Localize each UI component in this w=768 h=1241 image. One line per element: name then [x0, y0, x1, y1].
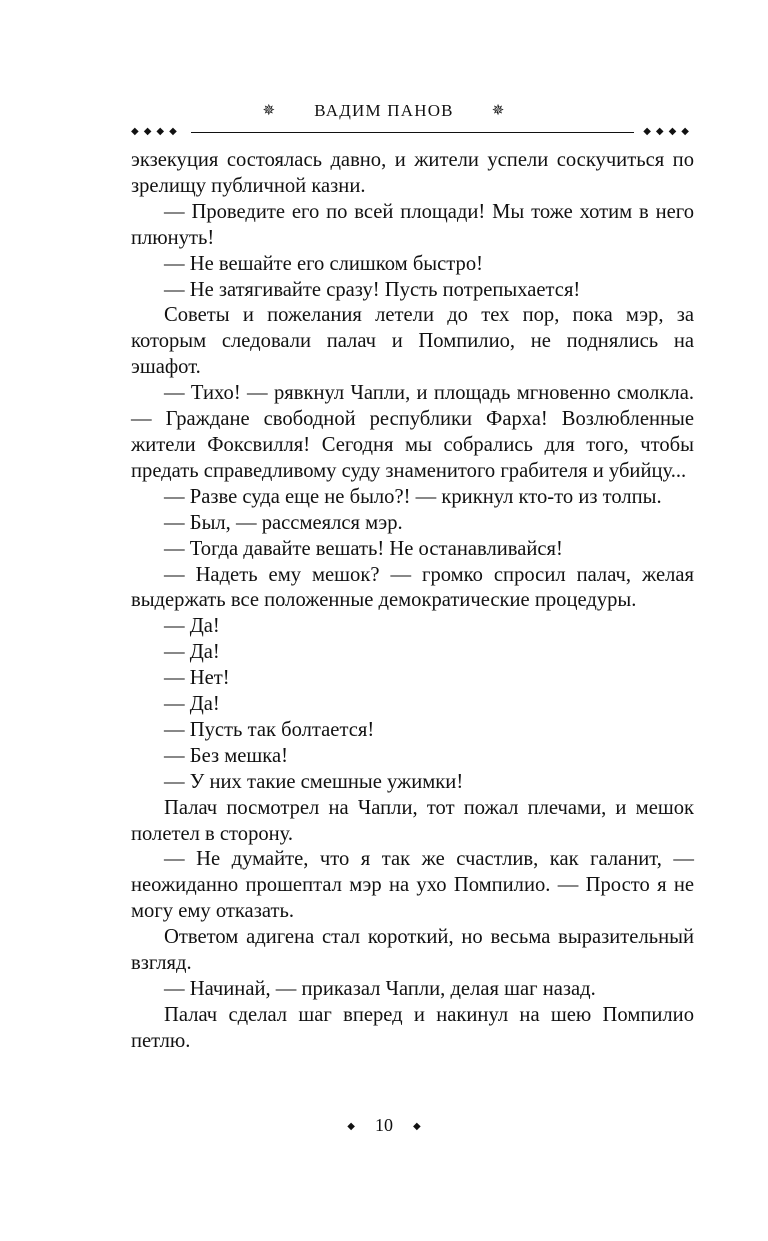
paragraph: — Проведите его по всей площади! Мы тоже хотим в него плюнуть! [131, 200, 694, 249]
paragraph: — Разве суда еще не было?! — крикнул кто-то из толпы. [164, 485, 662, 508]
paragraph: — Был, — рассмеялся мэр. [164, 511, 403, 534]
paragraph: — Тихо! — рявкнул Чапли, и площадь мгновенно смолкла. — Граждане свободной республики Фарха! Возлюбленные жители Фоксвилля! Сегодня мы собрались для того, чтобы предать справедливому суду знаменитого грабителя и убийцу... [131, 382, 694, 482]
paragraph: Палач сделал шаг вперед и накинул на шею Помпилио петлю. [131, 1003, 694, 1052]
paragraph: — Надеть ему мешок? — громко спросил палач, желая выдержать все положенные демократические процедуры. [131, 563, 694, 612]
paragraph: — Да! [164, 615, 220, 638]
paragraph: Палач посмотрел на Чапли, тот пожал плечами, и мешок полетел в сторону. [131, 796, 694, 845]
page-number: 10 [375, 1115, 393, 1135]
diamond-dots-right-icon: ◆◆◆◆ [643, 126, 694, 137]
paragraph: Ответом адигена стал короткий, но весьма выразительный взгляд. [131, 926, 694, 975]
paragraph: — Начинай, — приказал Чапли, делая шаг назад. [164, 978, 596, 1000]
paragraph: — Да! [164, 693, 220, 716]
paragraph: — Не вешайте его слишком быстро! [164, 252, 483, 275]
header-rule [131, 125, 694, 139]
paragraph: — Без мешка! [164, 744, 288, 767]
paragraph: экзекуция состоялась давно, и жители успели соскучиться по зрелищу публичной казни. [131, 149, 694, 197]
running-head [0, 101, 768, 125]
star-ornament-icon: ✵ [491, 103, 506, 119]
paragraph: — У них такие смешные ужимки! [164, 770, 464, 793]
author-name: ВАДИМ ПАНОВ [314, 101, 454, 120]
paragraph: — Да! [164, 641, 220, 664]
diamond-dots-left-icon: ◆◆◆◆ [131, 126, 182, 137]
star-ornament-icon: ✵ [262, 103, 277, 119]
paragraph: Советы и пожелания летели до тех пор, пока мэр, за которым следовали палач и Помпилио, не поднялись на эшафот. [131, 304, 694, 379]
body-text [131, 148, 694, 1055]
paragraph: — Пусть так болтается! [164, 718, 375, 741]
paragraph: — Тогда давайте вешать! Не останавливайся! [164, 537, 563, 560]
diamond-icon: ◆ [413, 1121, 421, 1132]
page-footer [0, 1115, 768, 1136]
header-rule-line [191, 132, 634, 133]
paragraph: — Не затягивайте сразу! Пусть потрепыхается! [164, 278, 581, 301]
paragraph: — Нет! [164, 667, 230, 690]
diamond-icon: ◆ [347, 1121, 355, 1132]
paragraph: — Не думайте, что я так же счастлив, как галанит, — неожиданно прошептал мэр на ухо Помпилио. — Просто я не могу ему отказать. [131, 848, 694, 923]
